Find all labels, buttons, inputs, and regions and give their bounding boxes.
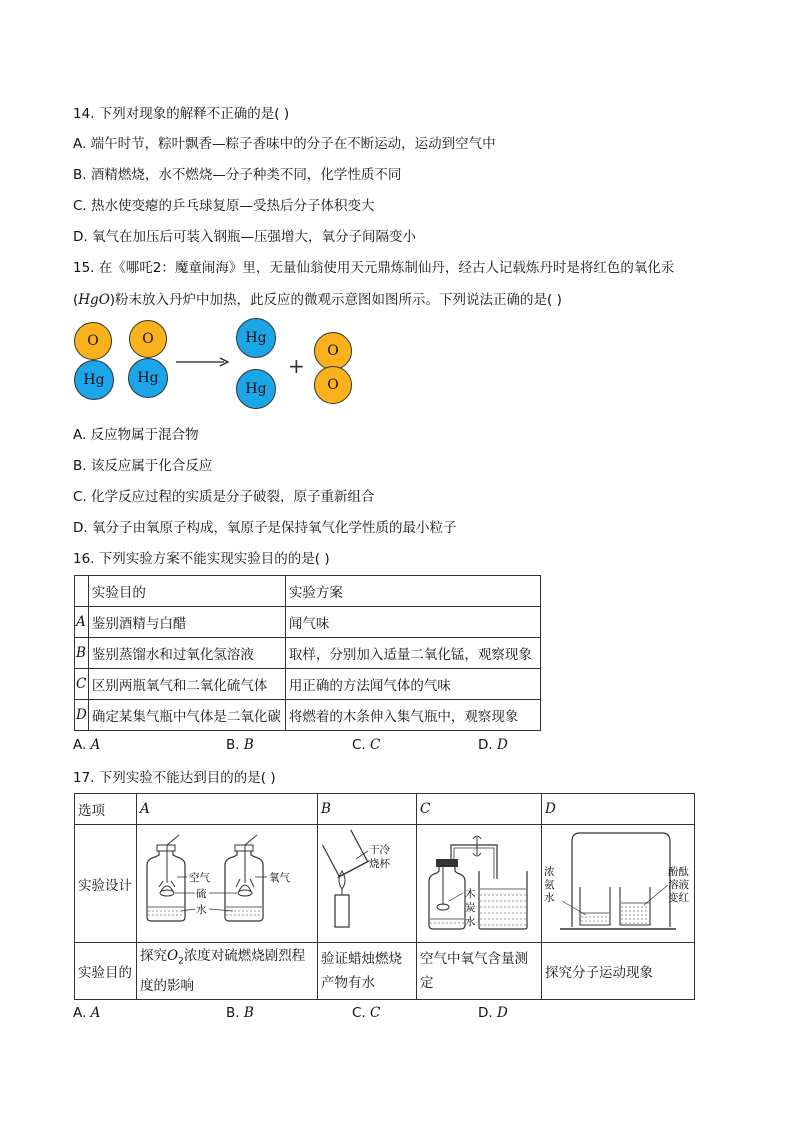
q17-answer-c: C. C: [352, 1005, 381, 1021]
row-key: D: [75, 700, 89, 731]
label-air: 空气: [189, 872, 210, 884]
reactant1-mercury-atom: Hg: [74, 360, 114, 400]
figure-d-cell: [542, 825, 695, 943]
label-dry-cold: 干冷: [369, 844, 390, 856]
sulfur-combustion-figure: [137, 825, 317, 938]
letter-d: D: [542, 794, 695, 825]
q15-option-d: D. 氧分子由氧原子构成，氧原子是保持氧气化学性质的最小粒子: [73, 520, 457, 536]
q15-formula: HgO: [78, 292, 110, 308]
row-purpose: 鉴别酒精与白醋: [88, 607, 285, 638]
label-beaker: 烧杯: [369, 858, 390, 870]
row-purpose: 区别两瓶氧气和二氧化硫气体: [88, 669, 285, 700]
row-key: A: [75, 607, 89, 638]
product-oxygen-atom-2: O: [314, 366, 352, 404]
q14-stem: 14. 下列对现象的解释不正确的是( ): [73, 106, 290, 122]
label-phenol1: 酚酞: [668, 866, 689, 878]
letter-c: C: [417, 794, 542, 825]
plus-sign: +: [288, 354, 305, 378]
label-conc: 浓: [544, 866, 555, 878]
reactant2-mercury-atom: Hg: [128, 358, 168, 398]
molecule-motion-figure: [542, 825, 694, 938]
table-row: [75, 607, 541, 638]
table-header-cell: 实验目的: [88, 576, 285, 607]
purpose-a: 探究$O_2$浓度对硫燃烧剧烈程 度的影响: [137, 943, 318, 1000]
figure-a-cell: [137, 825, 318, 943]
product-mercury-atom-2: Hg: [236, 369, 276, 409]
label-ammonia: 氨: [544, 879, 555, 891]
q16-answer-d: D. D: [478, 737, 508, 753]
q16-answer-a: A. A: [73, 737, 101, 753]
q15-option-a: A. 反应物属于混合物: [73, 427, 199, 443]
label-water-d: 水: [544, 892, 555, 904]
q16-answer-c: C. C: [352, 737, 381, 753]
table-header-cell: 实验方案: [285, 576, 540, 607]
table-header-row: [75, 576, 541, 607]
purpose-b: 验证蜡烛燃烧 产物有水: [318, 943, 417, 1000]
table-row: [75, 700, 541, 731]
q17-answer-a: A. A: [73, 1005, 101, 1021]
option-label: 选项: [75, 794, 137, 825]
label-water: 水: [196, 904, 207, 916]
row-plan: 用正确的方法闻气体的气味: [285, 669, 540, 700]
figure-b-cell: [318, 825, 417, 943]
row-purpose: 鉴别蒸馏水和过氧化氢溶液: [88, 638, 285, 669]
table-row: [75, 943, 695, 1000]
row-plan: 取样，分别加入适量二氧化锰，观察现象: [285, 638, 540, 669]
reactant1-oxygen-atom: O: [74, 322, 112, 360]
letter-a: A: [137, 794, 318, 825]
q14-option-c: C. 热水使变瘪的乒乓球复原—受热后分子体积变大: [73, 198, 375, 214]
purpose-label: 实验目的: [75, 943, 137, 1000]
reaction-arrow-icon: [174, 355, 232, 369]
table-row: [75, 638, 541, 669]
table-header-cell: [75, 576, 89, 607]
q15-stem-line2: (HgO)粉末放入丹炉中加热，此反应的微观示意图如图所示。下列说法正确的是( ): [73, 292, 562, 308]
row-plan: 闻气味: [285, 607, 540, 638]
product-oxygen-atom-1: O: [314, 332, 352, 370]
label-phenol2: 溶液: [668, 879, 689, 891]
q15-option-b: B. 该反应属于化合反应: [73, 458, 213, 474]
q15-stem-line1: 15. 在《哪吒2：魔童闹海》里，无量仙翁使用天元鼎炼制仙丹，经古人记载炼丹时是将红色的氧化汞: [73, 260, 675, 276]
q16-stem: 16. 下列实验方案不能实现实验目的的是( ): [73, 551, 330, 567]
label-charcoal: 炭: [465, 902, 476, 914]
q14-option-a: A. 端午时节，粽叶飘香—粽子香味中的分子在不断运动，运动到空气中: [73, 136, 496, 152]
label-sulfur: 硫: [196, 888, 207, 900]
label-oxygen: 氧气: [269, 872, 290, 884]
q16-answer-b: B. B: [226, 737, 254, 753]
oxygen-content-figure: [417, 825, 541, 938]
row-plan: 将燃着的木条伸入集气瓶中，观察现象: [285, 700, 540, 731]
label-phenol3: 变红: [668, 892, 689, 904]
q17-stem: 17. 下列实验不能达到目的的是( ): [73, 770, 276, 786]
q15-option-c: C. 化学反应过程的实质是分子破裂，原子重新组合: [73, 489, 375, 505]
q17-table: [74, 793, 695, 1000]
label-water-c: 水: [465, 916, 476, 928]
design-label: 实验设计: [75, 825, 137, 943]
q17-answer-d: D. D: [478, 1005, 508, 1021]
purpose-c: 空气中氧气含量测 定: [417, 943, 542, 1000]
reactant2-oxygen-atom: O: [129, 320, 167, 358]
candle-beaker-figure: [318, 825, 416, 938]
table-header-row: [75, 794, 695, 825]
figure-c-cell: [417, 825, 542, 943]
table-row: [75, 669, 541, 700]
product-mercury-atom-1: Hg: [236, 318, 276, 358]
table-row: [75, 825, 695, 943]
row-purpose: 确定某集气瓶中气体是二氧化碳: [88, 700, 285, 731]
q16-table: [74, 575, 541, 731]
row-key: C: [75, 669, 89, 700]
letter-b: B: [318, 794, 417, 825]
row-key: B: [75, 638, 89, 669]
label-wood: 木: [465, 888, 476, 900]
q17-answer-b: B. B: [226, 1005, 254, 1021]
q14-option-d: D. 氧气在加压后可装入钢瓶—压强增大，氧分子间隔变小: [73, 229, 416, 245]
purpose-d: 探究分子运动现象: [542, 943, 695, 1000]
q14-option-b: B. 酒精燃烧，水不燃烧—分子种类不同，化学性质不同: [73, 167, 402, 183]
